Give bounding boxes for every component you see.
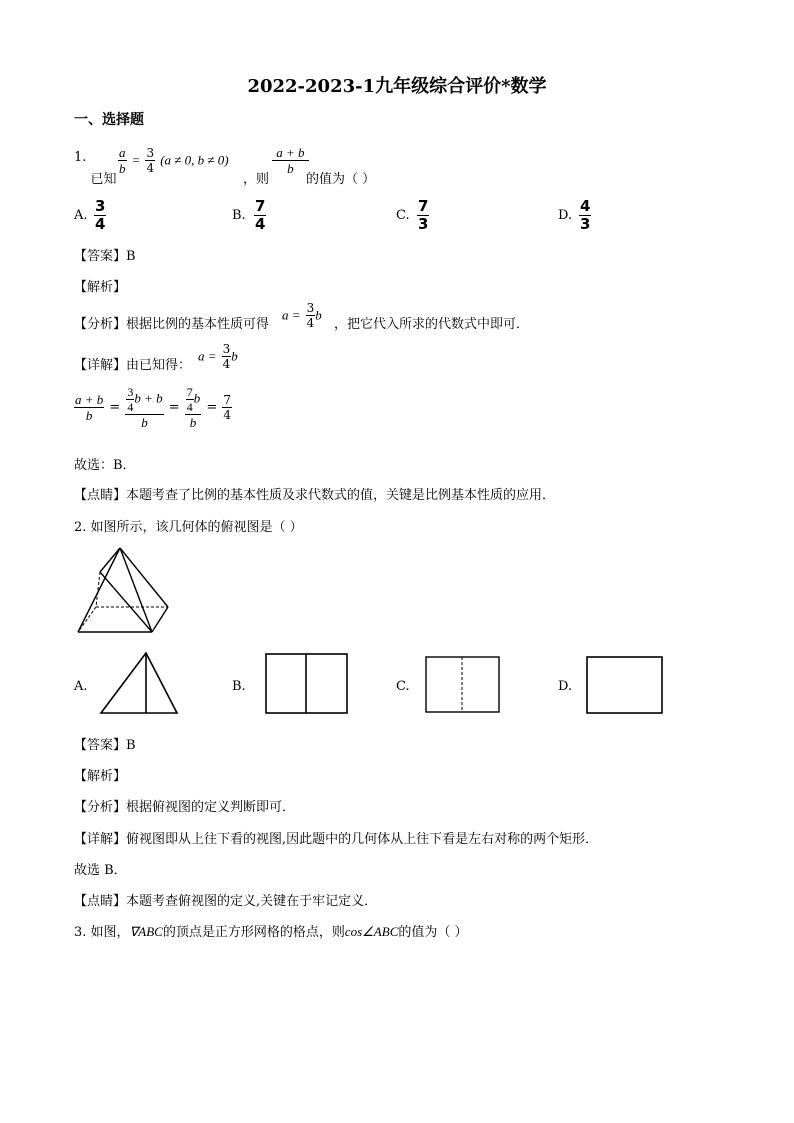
answer-line	[74, 734, 136, 753]
option-b-label: B.	[232, 679, 246, 694]
option-a-label: A.	[74, 679, 88, 694]
option-d-rectangle	[585, 655, 665, 715]
fenxi-tag: 【分析】	[74, 317, 127, 332]
triangle-symbol: ∇ABC	[129, 924, 163, 939]
answer-tag: 【答案】	[74, 249, 127, 264]
fenxi-tag: 【分析】	[74, 800, 127, 815]
option-c-value: $\frac{7}{3}$	[418, 197, 429, 233]
question-number: 1.	[74, 150, 87, 165]
stem-text: 的值为（ ）	[398, 925, 468, 940]
detail-text: 由已知得：	[126, 358, 192, 373]
option-d-label: D.	[558, 208, 573, 223]
solid-figure	[70, 545, 175, 640]
answer-line	[74, 245, 136, 264]
detail-line	[74, 354, 191, 373]
fenxi-text: ，把它代入所求的代数式中即可．	[334, 317, 530, 332]
detail-tag: 【详解】	[74, 832, 127, 847]
fenxi-line	[74, 796, 295, 815]
section-heading: 一、选择题	[74, 112, 144, 128]
fraction-a-plus-b-over-b: $\frac{a + b}{b}$	[273, 145, 308, 176]
option-a-value: $\frac{3}{4}$	[95, 197, 106, 233]
detail-tag: 【详解】	[74, 358, 127, 373]
option-c-label: C.	[396, 208, 410, 223]
dianjing-text: 本题考查了比例的基本性质及求代数式的值，关键是比例基本性质的应用．	[126, 488, 556, 503]
answer-tag: 【答案】	[74, 738, 127, 753]
answer-value: B	[126, 738, 136, 753]
fenxi-formula: a = $\frac{3}{4}$ b	[282, 301, 322, 330]
fraction-a-b: $\frac{a}{b}$	[119, 145, 126, 176]
dianjing-tag: 【点睛】	[74, 488, 127, 503]
stem-text: 的值为（ ）	[306, 172, 376, 187]
given-ratio: $\frac{a}{b}$ = $\frac{3}{4}$ (a ≠ 0, b ≠ 0)	[119, 145, 229, 176]
target-expression	[272, 146, 309, 175]
dianjing-line	[74, 890, 377, 909]
fraction-3-4: $\frac{3}{4}$	[146, 146, 155, 175]
option-a-label: A.	[74, 208, 88, 223]
stem-text: 如图，	[90, 925, 130, 940]
stem-text: 如图所示，该几何体的俯视图是（ ）	[90, 520, 303, 535]
question-2-stem	[74, 516, 303, 535]
dianjing-line	[74, 484, 555, 503]
fenxi-text: 根据比例的基本性质可得	[126, 317, 270, 332]
option-c-label: C.	[396, 679, 410, 694]
condition: (a ≠ 0, b ≠ 0)	[160, 152, 229, 168]
option-d-value: $\frac{4}{3}$	[580, 197, 591, 233]
option-c-dashed-rectangle	[424, 655, 502, 715]
stem-text: ，则	[243, 172, 270, 187]
question-1-stem	[74, 146, 117, 187]
conclusion: 故选：B．	[74, 458, 136, 473]
fenxi-text: 根据俯视图的定义判断即可．	[126, 800, 296, 815]
conclusion: 故选 B．	[74, 863, 127, 878]
question-number: 2.	[74, 520, 87, 535]
option-b-label: B.	[232, 208, 246, 223]
derivation: $\frac{a + b}{b}$ = $\frac{3}{4}$ b + b b = $\frac{7}{4}$ b b = $\frac{7}{4}$	[75, 385, 231, 430]
stem-text: 已知	[90, 172, 117, 187]
cos-expression: cos∠ABC	[344, 924, 399, 939]
detail-formula: a = $\frac{3}{4}$ b	[198, 342, 238, 371]
stem-text: 的顶点是正方形网格的格点，则	[162, 925, 345, 940]
question-3-stem	[74, 921, 468, 940]
analysis-tag: 【解析】	[74, 769, 127, 784]
page-title: 2022-2023-1九年级综合评价*数学	[247, 76, 547, 97]
answer-value: B	[126, 249, 136, 264]
option-b-value: $\frac{7}{4}$	[255, 197, 266, 233]
dianjing-text: 本题考查俯视图的定义,关键在于牢记定义．	[126, 894, 378, 909]
option-d-label: D.	[558, 679, 573, 694]
option-b-two-rectangles	[264, 652, 350, 716]
option-a-triangle	[98, 650, 180, 716]
dianjing-tag: 【点睛】	[74, 894, 127, 909]
analysis-tag: 【解析】	[74, 280, 127, 295]
detail-line	[74, 828, 598, 847]
fenxi-line	[74, 313, 269, 332]
detail-text: 俯视图即从上往下看的视图,因此题中的几何体从上往下看是左右对称的两个矩形．	[126, 832, 599, 847]
question-number: 3.	[74, 925, 87, 940]
